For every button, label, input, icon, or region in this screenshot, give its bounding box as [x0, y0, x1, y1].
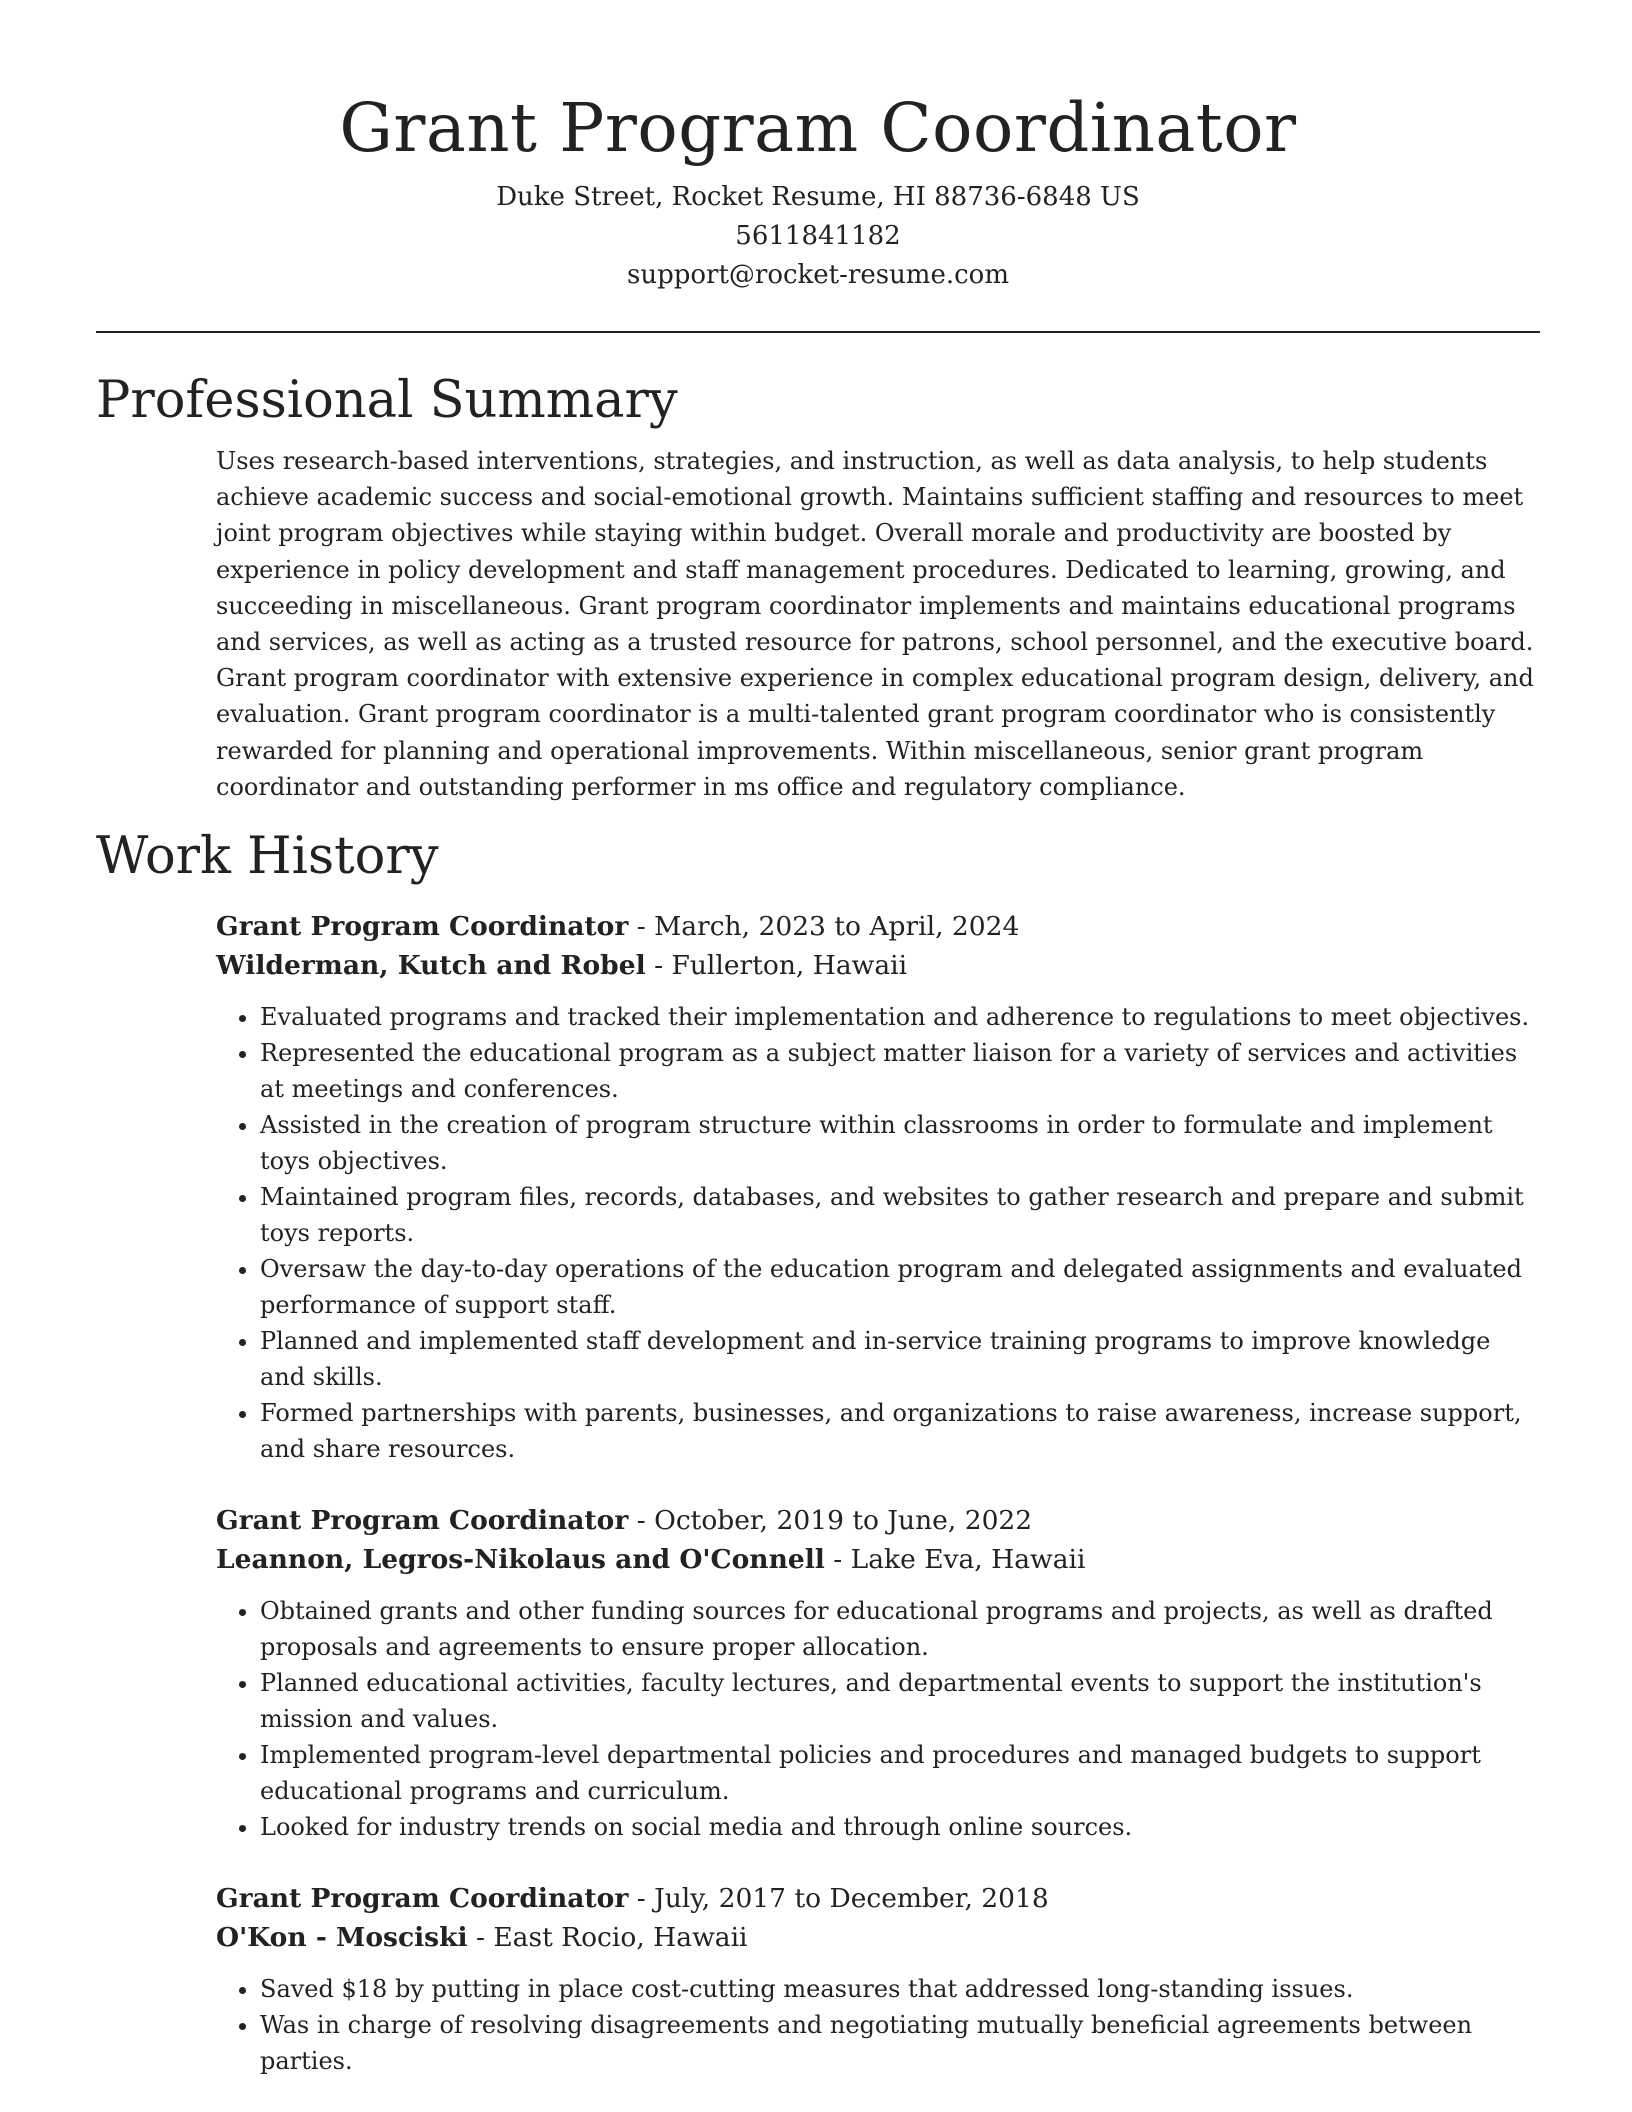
resume-page [96, 0, 1540, 2112]
job-title-line [216, 1501, 1540, 1540]
job-entry [216, 1501, 1540, 1845]
job-bullet: • Obtained grants and other funding sources for educational programs and projects, as well as drafted proposals and agreements to ensure proper allocation. [260, 1593, 1540, 1665]
job-bullet: • Implemented program-level departmental policies and procedures and managed budgets to support educational programs and curriculum. [260, 1737, 1540, 1809]
job-bullet: • Planned and implemented staff development and in-service training programs to improve knowledge and skills. [260, 1323, 1540, 1395]
contact-email: support@rocket-resume.com [626, 260, 1009, 290]
job-bullet: • Formed partnerships with parents, businesses, and organizations to raise awareness, increase support, and share resources. [260, 1395, 1540, 1467]
job-dates: - July, 2017 to December, 2018 [628, 1883, 1049, 1915]
job-bullets [216, 999, 1540, 1467]
job-title-line [216, 907, 1540, 946]
job-entry [216, 1879, 1540, 2079]
contact-address: Duke Street, Rocket Resume, HI 88736-6848 US [496, 182, 1140, 212]
job-location: - Lake Eva, Hawaii [824, 1544, 1086, 1576]
job-role: Grant Program Coordinator [216, 911, 629, 943]
job-company: O'Kon - Mosciski [216, 1922, 468, 1954]
job-company: Leannon, Legros-Nikolaus and O'Connell [216, 1544, 825, 1576]
job-bullet: • Looked for industry trends on social media and through online sources. [260, 1809, 1540, 1845]
job-role: Grant Program Coordinator [216, 1883, 629, 1915]
section-title-summary: Professional Summary [96, 371, 678, 430]
contact-phone: 5611841182 [735, 221, 901, 251]
job-entry [216, 907, 1540, 1467]
job-bullet: • Oversaw the day-to-day operations of the education program and delegated assignments and evaluated performance of support staff. [260, 1251, 1540, 1323]
job-company-line [216, 1540, 1540, 1579]
job-bullet: • Saved $18 by putting in place cost-cutting measures that addressed long-standing issues. [260, 1971, 1540, 2007]
job-title-line [216, 1879, 1540, 1918]
job-location: - Fullerton, Hawaii [645, 950, 908, 982]
job-bullet: • Evaluated programs and tracked their implementation and adherence to regulations to meet objectives. [260, 999, 1540, 1035]
job-company: Wilderman, Kutch and Robel [216, 950, 646, 982]
job-bullet: • Represented the educational program as a subject matter liaison for a variety of services and activities at meetings and conferences. [260, 1035, 1540, 1107]
summary-text: Uses research-based interventions, strategies, and instruction, as well as data analysis, to help students achieve academic success and social-emotional growth. Maintains sufficient staffing and resources to meet joint program objectives while staying within budget. Overall morale and productivity are boosted by experience in policy development and staff management procedures. Dedicated to learning, growing, and succeeding in miscellaneous. Grant program coordinator implements and maintains educational programs and services, as well as acting as a trusted resource for patrons, school personnel, and the executive board. Grant program coordinator with extensive experience in complex educational program design, delivery, and evaluation. Grant program coordinator is a multi-talented grant program coordinator who is consistently rewarded for planning and operational improvements. Within miscellaneous, senior grant program coordinator and outstanding performer in ms office and regulatory compliance. [216, 447, 1534, 801]
job-location: - East Rocio, Hawaii [467, 1922, 748, 1954]
job-dates: - March, 2023 to April, 2024 [628, 911, 1020, 943]
job-bullet: • Assisted in the creation of program structure within classrooms in order to formulate and implement toys objectives. [260, 1107, 1540, 1179]
resume-header [96, 0, 1540, 295]
job-bullets [216, 1593, 1540, 1845]
job-dates: - October, 2019 to June, 2022 [628, 1505, 1033, 1537]
job-bullet: • Maintained program files, records, databases, and websites to gather research and prepare and submit toys reports. [260, 1179, 1540, 1251]
job-bullet: • Was in charge of resolving disagreements and negotiating mutually beneficial agreements between parties. [260, 2007, 1540, 2079]
section-title-work-history: Work History [96, 827, 439, 887]
job-company-line [216, 1918, 1540, 1957]
job-role: Grant Program Coordinator [216, 1505, 629, 1537]
job-bullets [216, 1971, 1540, 2079]
job-bullet: • Planned educational activities, faculty lectures, and departmental events to support the institution's mission and values. [260, 1665, 1540, 1737]
candidate-name: Grant Program Coordinator [339, 89, 1297, 167]
job-company-line [216, 946, 1540, 985]
header-divider [96, 331, 1540, 333]
